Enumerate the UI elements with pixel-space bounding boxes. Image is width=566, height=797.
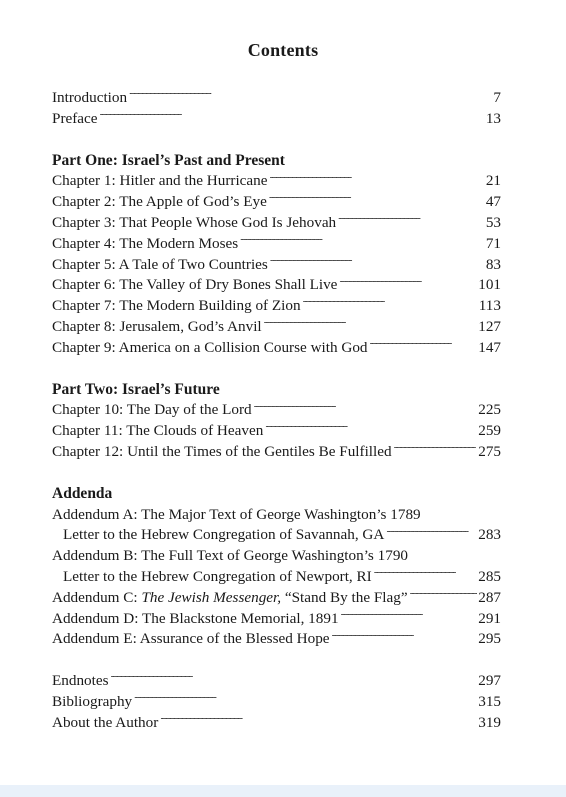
dot-leader [370,340,478,352]
entry-page: 7 [493,89,501,106]
entry-page: 315 [478,692,501,710]
entry-label-prefix: Addendum C: [52,588,142,606]
dot-leader [374,569,478,581]
entry-page: 47 [485,193,501,211]
toc-entry-addendum-a[interactable] [52,505,501,547]
viewer-bottom-strip [0,785,566,797]
entry-label: Chapter 1: Hitler and the Hurricane [52,172,268,190]
dot-leader [254,402,478,414]
entry-page: 285 [478,567,501,585]
front-matter-group [52,88,501,130]
toc-entry-chapter-3[interactable] [52,213,501,234]
entry-page: 101 [478,276,501,294]
part-one-heading: Part One: Israel’s Past and Present [52,151,285,169]
back-matter-group [52,671,501,733]
table-of-contents [52,88,501,734]
dot-leader [270,257,485,269]
dot-leader [269,194,485,206]
dot-leader [332,631,478,643]
entry-label: About the Author [52,713,159,731]
entry-label: Addendum D: The Blackstone Memorial, 1891 [52,609,339,627]
toc-entry-introduction[interactable] [52,88,501,109]
entry-label: Chapter 10: The Day of the Lord [52,401,252,419]
dot-leader [111,673,478,685]
entry-label: Chapter 12: Until the Times of the Gentiles Be Fulfilled [52,442,392,460]
dot-leader [303,298,478,310]
entry-label: Chapter 9: America on a Collision Course with God [52,338,368,356]
toc-entry-chapter-8[interactable] [52,317,501,338]
dot-leader [341,611,478,623]
entry-label: Chapter 6: The Valley of Dry Bones Shall Live [52,276,338,294]
toc-entry-chapter-11[interactable] [52,421,501,442]
dot-leader [100,111,485,123]
entry-page: 127 [478,317,501,335]
dot-leader [265,423,477,435]
toc-entry-about-the-author[interactable] [52,713,501,734]
dot-leader [339,277,477,289]
toc-entry-chapter-5[interactable] [52,255,501,276]
entry-label: Chapter 7: The Modern Building of Zion [52,297,301,315]
entry-label-italic: The Jewish Messenger, [141,588,282,606]
entry-page: 291 [478,609,501,627]
dot-leader [386,527,477,539]
entry-page: 297 [478,672,501,690]
part-one-group [52,151,501,359]
entry-continuation [52,525,501,546]
entry-page: 83 [485,255,501,273]
toc-entry-chapter-7[interactable] [52,296,501,317]
entry-page: 53 [485,213,501,231]
dot-leader [129,90,492,102]
entry-label-suffix: “Stand By the Flag” [281,588,408,606]
addenda-group [52,484,501,650]
entry-continuation [52,567,501,588]
entry-label: Addendum E: Assurance of the Blessed Hope [52,630,330,648]
entry-label-line2: Letter to the Hebrew Congregation of Newport, RI [63,567,372,585]
entry-page: 113 [478,297,501,315]
dot-leader [270,173,485,185]
entry-label: Chapter 8: Jerusalem, God’s Anvil [52,317,262,335]
entry-page: 283 [478,526,501,544]
toc-entry-chapter-1[interactable] [52,171,501,192]
dot-leader [240,236,485,248]
entry-page: 21 [485,172,501,190]
toc-entry-addendum-e[interactable] [52,629,501,650]
toc-entry-chapter-6[interactable] [52,275,501,296]
toc-entry-bibliography[interactable] [52,692,501,713]
entry-label: Chapter 11: The Clouds of Heaven [52,422,264,440]
entry-page: 275 [478,442,501,460]
toc-entry-chapter-2[interactable] [52,192,501,213]
entry-label: Chapter 5: A Tale of Two Countries [52,255,268,273]
toc-entry-addendum-c[interactable] [52,588,501,609]
entry-page: 225 [478,401,501,419]
entry-page: 13 [485,109,501,127]
entry-label-line1: Addendum A: The Major Text of George Washington’s 1789 [52,505,421,523]
toc-entry-preface[interactable] [52,109,501,130]
entry-label: Preface [52,109,98,127]
part-two-group [52,380,501,463]
dot-leader [264,319,478,331]
entry-label: Chapter 3: That People Whose God Is Jehovah [52,213,337,231]
part-two-heading: Part Two: Israel’s Future [52,380,220,398]
dot-leader [160,715,477,727]
toc-entry-chapter-12[interactable] [52,442,501,463]
entry-label: Endnotes [52,672,109,690]
addenda-heading: Addenda [52,484,113,502]
entry-label: Bibliography [52,692,133,710]
toc-entry-chapter-9[interactable] [52,338,501,359]
entry-page: 71 [485,234,501,252]
entry-page: 287 [478,588,501,606]
toc-entry-chapter-4[interactable] [52,234,501,255]
entry-page: 295 [478,630,501,648]
dot-leader [394,444,478,456]
entry-label-line2: Letter to the Hebrew Congregation of Savannah, GA [63,526,385,544]
entry-page: 147 [478,338,501,356]
dot-leader [134,694,477,706]
toc-entry-addendum-d[interactable] [52,609,501,630]
toc-entry-endnotes[interactable] [52,671,501,692]
dot-leader [410,590,478,602]
dot-leader [338,215,485,227]
entry-page: 319 [478,713,501,731]
entry-label: Introduction [52,89,128,106]
entry-label-line1: Addendum B: The Full Text of George Washington’s 1790 [52,547,409,565]
toc-entry-addendum-b[interactable] [52,546,501,588]
entry-label: Chapter 4: The Modern Moses [52,234,239,252]
entry-page: 259 [478,422,501,440]
entry-label [52,588,408,609]
entry-label: Chapter 2: The Apple of God’s Eye [52,193,267,211]
toc-entry-chapter-10[interactable] [52,400,501,421]
page-title: Contents [247,40,319,60]
